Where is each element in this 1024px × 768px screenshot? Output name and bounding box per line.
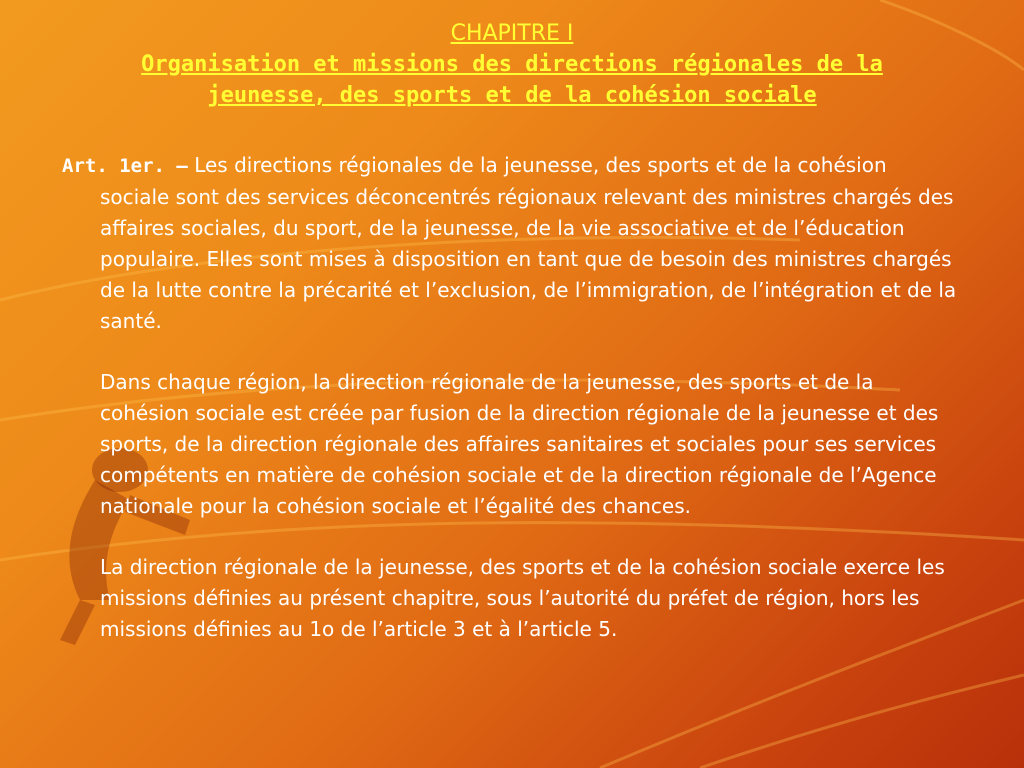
article-label: Art. 1er. – xyxy=(62,155,188,177)
article-paragraph-2 xyxy=(62,367,962,522)
article-paragraph-1 xyxy=(62,150,962,337)
chapter-heading: CHAPITRE I xyxy=(450,21,574,46)
article-body xyxy=(62,150,962,675)
track-line xyxy=(700,675,1024,768)
article-paragraph-3 xyxy=(62,552,962,645)
paragraph-3-text: La direction régionale de la jeunesse, des sports et de la cohésion sociale exerce les missions définies au présent chapitre, sous l’autorité du préfet de région, hors les missions définies au 1o de l’article 3 et à l’article 5. xyxy=(100,555,945,641)
slide-title xyxy=(0,18,1024,111)
title-line-2: jeunesse, des sports et de la cohésion sociale xyxy=(207,83,817,108)
title-line-1: Organisation et missions des directions régionales de la xyxy=(141,52,883,77)
paragraph-2-text: Dans chaque région, la direction régionale de la jeunesse, des sports et de la cohésion sociale est créée par fusion de la direction régionale de la jeunesse et des sports, de la direction régionale des affaires sanitaires et sociales pour ses services compétents en matière de cohésion sociale et de la direction régionale de l’Agence nationale pour la cohésion sociale et l’égalité des chances. xyxy=(100,370,939,518)
paragraph-1-text: Les directions régionales de la jeunesse, des sports et de la cohésion sociale sont des services déconcentrés régionaux relevant des ministres chargés des affaires sociales, du sport, de la jeunesse, de la vie associative et de l’éducation populaire. Elles sont mises à disposition en tant que de besoin des ministres chargés de la lutte contre la précarité et l’exclusion, de l’immigration, de l’intégration et de la santé. xyxy=(100,153,957,333)
